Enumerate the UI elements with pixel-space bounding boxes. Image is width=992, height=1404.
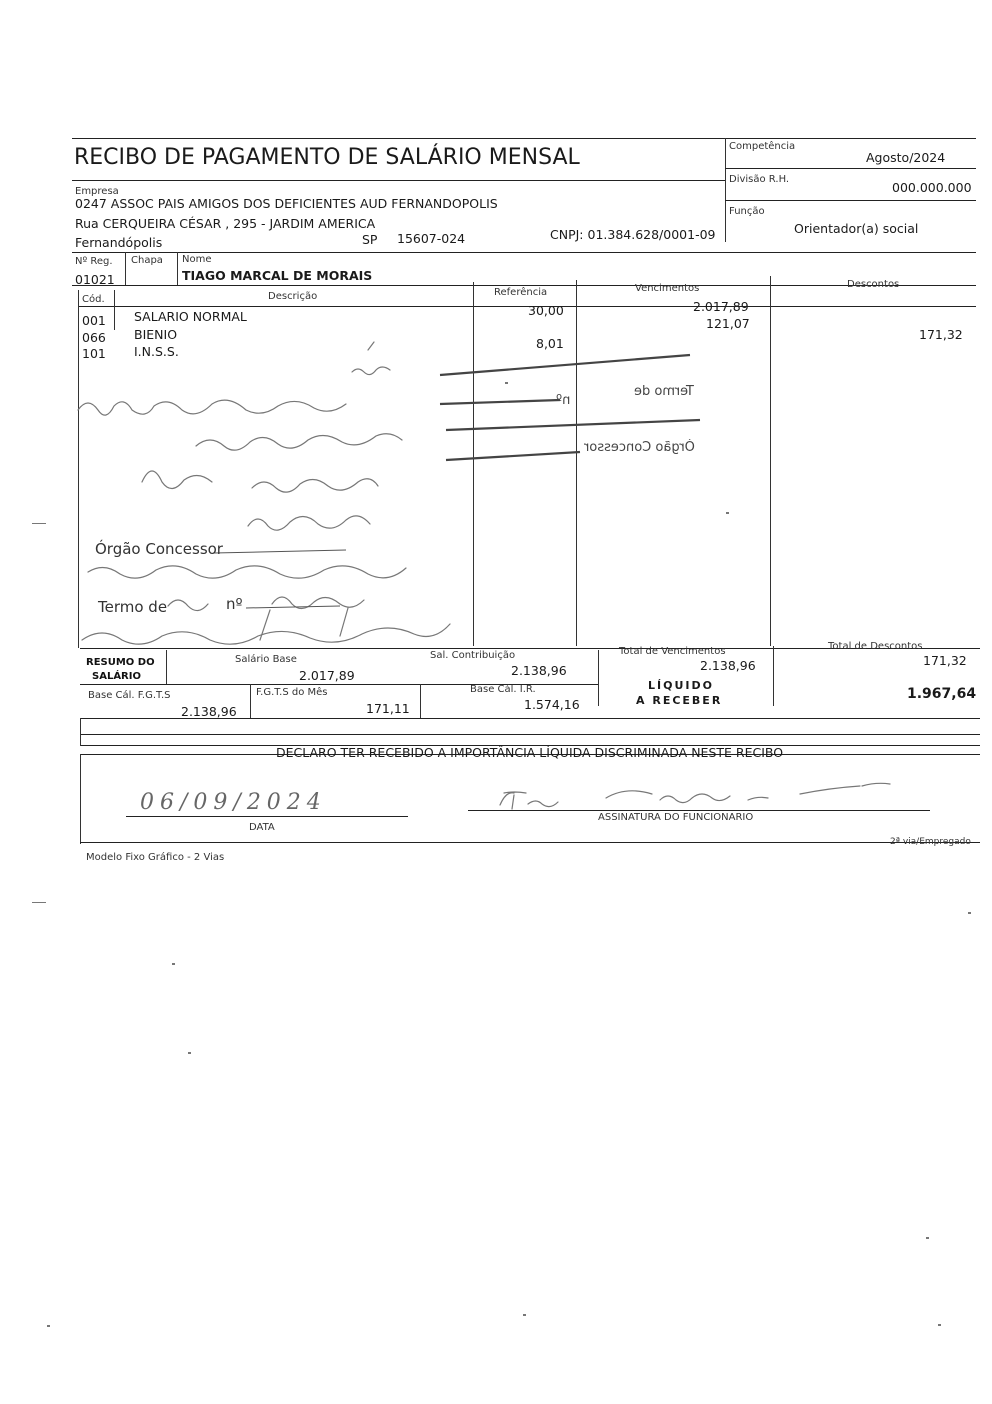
date-handwritten: 06/09/2024: [140, 790, 327, 815]
divisao-value: 000.000.000: [892, 180, 972, 195]
salario-base-value: 2.017,89: [299, 668, 355, 683]
table-row-cod: 001: [82, 313, 106, 328]
nome-label: Nome: [182, 254, 212, 265]
mirrored-stamp-text: nº: [556, 393, 571, 408]
table-row-referencia: 8,01: [536, 336, 564, 351]
col-header-descricao: Descrição: [268, 291, 318, 302]
empresa-address: Rua CERQUEIRA CÉSAR , 295 - JARDIM AMERICA: [75, 216, 376, 231]
employee-name: TIAGO MARCAL DE MORAIS: [182, 268, 373, 283]
fgts-mes-value: 171,11: [366, 701, 410, 716]
base-ir-value: 1.574,16: [524, 697, 580, 712]
table-row-cod: 066: [82, 330, 106, 345]
empresa-state: SP: [362, 232, 378, 247]
signature-label: ASSINATURA DO FUNCIONARIO: [598, 812, 754, 823]
divisao-label: Divisão R.H.: [729, 174, 790, 185]
table-row-descricao: SALARIO NORMAL: [134, 309, 247, 324]
empresa-cep: 15607-024: [397, 231, 466, 246]
competencia-value: Agosto/2024: [866, 150, 946, 165]
funcao-value: Orientador(a) social: [794, 221, 919, 236]
base-ir-label: Base Cál. I.R.: [470, 684, 536, 695]
col-header-descontos: Descontos: [847, 279, 900, 290]
mirrored-stamp-text: Órgão Concessor: [584, 440, 695, 455]
col-header-vencimentos: Vencimentos: [635, 283, 700, 294]
table-row-descontos: 171,32: [919, 327, 963, 342]
liquido-label: LÍQUIDO: [648, 679, 714, 692]
table-row-vencimentos: 2.017,89: [693, 299, 749, 314]
total-descontos-label: Total de Descontos: [828, 641, 923, 652]
total-vencimentos-value: 2.138,96: [700, 658, 756, 673]
resumo-label: RESUMO DO: [86, 657, 155, 668]
table-row-referencia: 30,00: [528, 303, 564, 318]
footer-left: Modelo Fixo Gráfico - 2 Vias: [86, 852, 225, 863]
empresa-name: 0247 ASSOC PAIS AMIGOS DOS DEFICIENTES AUD FERNANDOPOLIS: [75, 196, 498, 211]
salario-base-label: Salário Base: [235, 654, 297, 665]
base-fgts-value: 2.138,96: [181, 704, 237, 719]
liquido-label: A RECEBER: [636, 694, 723, 707]
orgao-concessor-label: Órgão Concessor: [95, 540, 223, 558]
sal-contribuicao-value: 2.138,96: [511, 663, 567, 678]
reg-label: Nº Reg.: [75, 256, 113, 267]
chapa-label: Chapa: [131, 255, 163, 266]
reg-value: 01021: [75, 272, 115, 287]
base-fgts-label: Base Cál. F.G.T.S: [88, 690, 171, 701]
page-title: RECIBO DE PAGAMENTO DE SALÁRIO MENSAL: [74, 145, 580, 170]
fgts-mes-label: F.G.T.S do Mês: [256, 687, 328, 698]
liquido-value: 1.967,64: [907, 686, 977, 702]
competencia-label: Competência: [729, 141, 796, 152]
termo-de-label: Termo de: [98, 598, 168, 616]
resumo-label: SALÁRIO: [92, 671, 141, 682]
total-descontos-value: 171,32: [923, 653, 967, 668]
mirrored-stamp-text: Termo de: [634, 384, 694, 399]
table-row-descricao: I.N.S.S.: [134, 344, 179, 359]
empresa-city: Fernandópolis: [75, 235, 163, 250]
empresa-cnpj: CNPJ: 01.384.628/0001-09: [550, 227, 716, 242]
table-row-cod: 101: [82, 346, 106, 361]
empresa-label: Empresa: [75, 186, 119, 197]
funcao-label: Função: [729, 206, 765, 217]
numero-label: nº: [226, 595, 243, 613]
col-header-referencia: Referência: [494, 287, 548, 298]
total-vencimentos-label: Total de Vencimentos: [619, 646, 726, 657]
table-row-vencimentos: 121,07: [706, 316, 750, 331]
footer-right: 2ª via/Empregado: [890, 837, 971, 847]
table-row-descricao: BIENIO: [134, 327, 178, 342]
date-label: DATA: [249, 822, 275, 833]
sal-contribuicao-label: Sal. Contribuição: [430, 650, 516, 661]
col-header-cod: Cód.: [82, 294, 105, 305]
declaration-text: DECLARO TER RECEBIDO A IMPORTÂNCIA LÍQUIDA DISCRIMINADA NESTE RECIBO: [276, 745, 784, 760]
